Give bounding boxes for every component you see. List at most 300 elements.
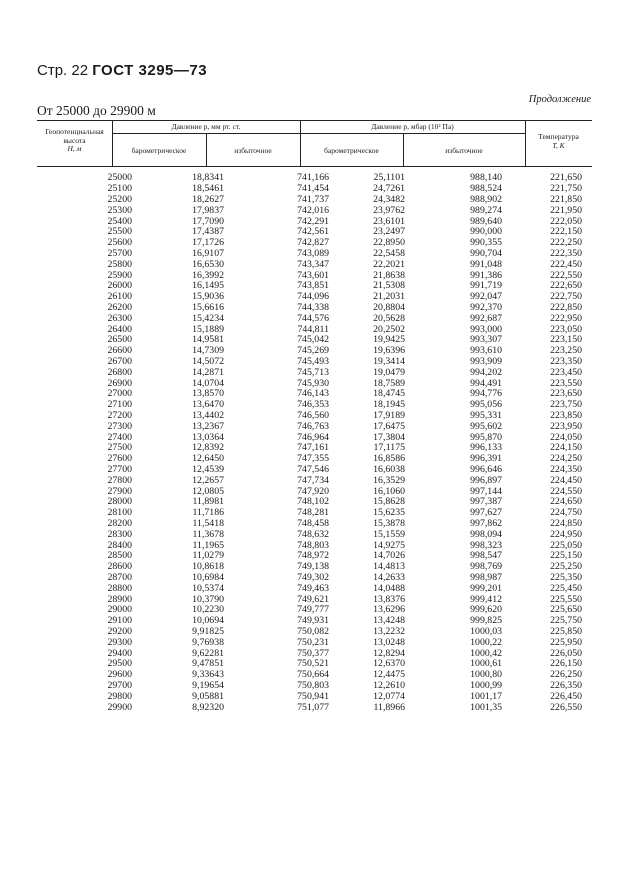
altitude-cell: 29700 <box>107 679 132 691</box>
excess-mbar-cell: 998,323 <box>470 539 502 551</box>
table-row <box>37 260 592 271</box>
temperature-cell: 222,550 <box>550 269 582 281</box>
temperature-cell: 226,550 <box>550 701 582 713</box>
temperature-header: Температура T, К <box>538 132 579 150</box>
barometric-mm-cell: 15,4234 <box>192 312 224 324</box>
barometric-mbar-cell: 14,9275 <box>373 539 405 551</box>
barometric-mbar-cell: 23,2497 <box>373 226 405 237</box>
excess-mbar-cell: 1001,35 <box>470 701 502 713</box>
temperature-cell: 226,150 <box>550 658 582 669</box>
barometric-mm-cell: 17,9837 <box>192 204 224 216</box>
excess-mbar-cell: 1000,03 <box>470 625 502 637</box>
barometric-mbar-cell: 13,2232 <box>373 625 405 637</box>
temperature-cell: 225,550 <box>550 593 582 605</box>
altitude-cell: 29300 <box>107 636 132 648</box>
barometric-mm-cell: 15,1889 <box>192 323 224 335</box>
temperature-cell: 224,550 <box>550 485 582 497</box>
barometric-mm-cell: 18,8341 <box>192 172 224 183</box>
altitude-cell: 25500 <box>107 226 132 237</box>
temperature-cell: 222,250 <box>550 236 582 248</box>
pressure-mm-header: Давление p, мм рт. ст. <box>171 122 241 131</box>
temperature-cell: 222,850 <box>550 301 582 313</box>
temperature-cell: 224,950 <box>550 528 582 540</box>
temperature-cell: 223,650 <box>550 388 582 399</box>
table-row <box>37 368 592 379</box>
excess-mm-cell: 743,601 <box>297 269 329 281</box>
excess-mbar-cell: 995,331 <box>470 409 502 421</box>
altitude-cell: 29000 <box>107 604 132 615</box>
altitude-cell: 28700 <box>107 571 132 583</box>
barometric-mbar-cell: 16,6038 <box>373 463 405 475</box>
altitude-cell: 27700 <box>107 463 132 475</box>
altitude-cell: 27800 <box>107 474 132 486</box>
barometric-mbar-cell: 17,3804 <box>373 431 405 443</box>
standard-number: ГОСТ 3295—73 <box>92 62 208 79</box>
barometric-mm-cell: 14,5072 <box>192 355 224 367</box>
excess-mbar-cell: 993,000 <box>470 323 502 335</box>
excess-mm-cell: 741,166 <box>297 172 329 183</box>
excess-mm-cell: 743,347 <box>297 258 329 270</box>
excess-mbar-cell: 998,094 <box>470 528 502 540</box>
excess-mbar-cell: 1001,17 <box>470 690 502 702</box>
barometric-mbar-cell: 13,4248 <box>373 614 405 626</box>
table-row <box>37 206 592 217</box>
altitude-cell: 26800 <box>107 366 132 378</box>
temperature-cell: 225,850 <box>550 625 582 637</box>
excess-mbar-cell: 999,825 <box>470 614 502 626</box>
barometric-mm-cell: 9,62281 <box>192 647 224 659</box>
excess-mm-cell: 741,454 <box>297 182 329 194</box>
temperature-cell: 225,950 <box>550 636 582 648</box>
altitude-cell: 29600 <box>107 668 132 680</box>
excess-mbar-cell: 999,201 <box>470 582 502 594</box>
barometric-mbar-cell: 23,9762 <box>373 204 405 216</box>
excess-mm-cell: 748,458 <box>297 517 329 529</box>
excess-mbar-cell: 994,202 <box>470 366 502 378</box>
barometric-mbar-cell: 14,7026 <box>373 550 405 561</box>
barometric-mbar-cell: 20,8804 <box>373 301 405 313</box>
barometric-mm-cell: 11,7186 <box>192 506 224 518</box>
altitude-cell: 25300 <box>107 204 132 216</box>
excess-mbar-cell: 997,387 <box>470 496 502 507</box>
excess-mbar-cell: 988,140 <box>470 172 502 183</box>
barometric-mm-cell: 14,2871 <box>192 366 224 378</box>
excess-mbar-cell: 989,274 <box>470 204 502 216</box>
excess-mbar-cell: 992,687 <box>470 312 502 324</box>
barometric-mbar-cell: 19,9425 <box>373 334 405 345</box>
excess-mbar-cell: 991,719 <box>470 280 502 291</box>
barometric-mm-cell: 8,92320 <box>192 701 224 713</box>
barometric-mbar-cell: 21,2031 <box>373 290 405 302</box>
barometric-mm-cell: 9,33643 <box>192 668 224 680</box>
temperature-cell: 224,150 <box>550 442 582 453</box>
barometric-mbar-cell: 21,5308 <box>373 280 405 291</box>
barometric-mbar-cell: 12,4475 <box>373 668 405 680</box>
row-group <box>37 551 592 605</box>
excess-mm-cell: 749,777 <box>297 604 329 615</box>
barometric-mbar-cell: 15,1559 <box>373 528 405 540</box>
barometric-mbar-cell: 19,0479 <box>373 366 405 378</box>
temperature-cell: 224,350 <box>550 463 582 475</box>
barometric-mm-cell: 16,1495 <box>192 280 224 291</box>
barometric-mbar-cell: 16,1060 <box>373 485 405 497</box>
excess-mm-cell: 749,463 <box>297 582 329 594</box>
excess-mbar-cell: 994,776 <box>470 388 502 399</box>
excess-mbar-cell: 998,769 <box>470 560 502 572</box>
barometric-mbar-cell: 20,5628 <box>373 312 405 324</box>
temperature-cell: 223,950 <box>550 420 582 432</box>
barometric-mm-cell: 14,0704 <box>192 377 224 389</box>
excess-mm-cell: 742,827 <box>297 236 329 248</box>
temperature-cell: 221,950 <box>550 204 582 216</box>
temperature-cell: 221,850 <box>550 193 582 205</box>
excess-mbar-cell: 993,909 <box>470 355 502 367</box>
altitude-cell: 25400 <box>107 215 132 227</box>
barometric-mbar-cell: 19,6396 <box>373 344 405 356</box>
temperature-cell: 221,650 <box>550 172 582 183</box>
barometric-mm-cell: 16,6530 <box>192 258 224 270</box>
page-label: Стр. 22 <box>37 62 89 79</box>
barometric-mm-cell: 13,6470 <box>192 398 224 410</box>
temperature-cell: 223,250 <box>550 344 582 356</box>
altitude-cell: 27100 <box>107 398 132 410</box>
altitude-cell: 29800 <box>107 690 132 702</box>
barometric-mbar-cell: 17,9189 <box>373 409 405 421</box>
excess-mm-cell: 750,941 <box>297 690 329 702</box>
barometric-mbar-cell: 15,6235 <box>373 506 405 518</box>
barometric-mbar-cell: 12,6370 <box>373 658 405 669</box>
barometric-mm-cell: 13,0364 <box>192 431 224 443</box>
altitude-cell: 26900 <box>107 377 132 389</box>
excess-mbar-cell: 992,370 <box>470 301 502 313</box>
excess-mm-cell: 746,964 <box>297 431 329 443</box>
table-row <box>37 530 592 541</box>
barometric-mm-cell: 11,5418 <box>192 517 224 529</box>
excess-mm-cell: 741,737 <box>297 193 329 205</box>
barometric-mbar-cell: 13,8376 <box>373 593 405 605</box>
excess-mm-cell: 744,576 <box>297 312 329 324</box>
temperature-cell: 225,150 <box>550 550 582 561</box>
excess-mbar-cell: 995,602 <box>470 420 502 432</box>
barometric-mm-cell: 16,9107 <box>192 247 224 259</box>
barometric-mbar-cell: 16,3529 <box>373 474 405 486</box>
excess-mm-cell: 749,621 <box>297 593 329 605</box>
barometric-mbar-cell: 19,3414 <box>373 355 405 367</box>
altitude-cell: 26000 <box>107 280 132 291</box>
barometric-mbar-cell: 12,0774 <box>373 690 405 702</box>
excess-mbar-cell: 990,704 <box>470 247 502 259</box>
barometric-mm-cell: 15,6616 <box>192 301 224 313</box>
altitude-cell: 28800 <box>107 582 132 594</box>
excess-mm-cell: 746,763 <box>297 420 329 432</box>
temperature-cell: 221,750 <box>550 182 582 194</box>
row-group <box>37 443 592 497</box>
barometric-mbar-cell: 12,2610 <box>373 679 405 691</box>
barometric-mm-cell: 11,3678 <box>192 528 224 540</box>
barometric-mm-header: барометрическое <box>131 146 187 155</box>
excess-mbar-cell: 998,547 <box>470 550 502 561</box>
barometric-mbar-cell: 22,8950 <box>373 236 405 248</box>
altitude-cell: 27500 <box>107 442 132 453</box>
barometric-mbar-cell: 17,1175 <box>373 442 405 453</box>
barometric-mm-cell: 11,8981 <box>192 496 224 507</box>
barometric-mm-cell: 10,6984 <box>192 571 224 583</box>
barometric-mm-cell: 15,9036 <box>192 290 224 302</box>
barometric-mbar-cell: 14,4813 <box>373 560 405 572</box>
barometric-mbar-cell: 22,5458 <box>373 247 405 259</box>
excess-mbar-cell: 991,048 <box>470 258 502 270</box>
temperature-cell: 225,650 <box>550 604 582 615</box>
altitude-cell: 26300 <box>107 312 132 324</box>
excess-mm-cell: 748,972 <box>297 550 329 561</box>
excess-mbar-header: избыточное <box>445 146 483 155</box>
barometric-mm-cell: 12,4539 <box>192 463 224 475</box>
temperature-cell: 226,050 <box>550 647 582 659</box>
altitude-cell: 29200 <box>107 625 132 637</box>
excess-mm-cell: 745,042 <box>297 334 329 345</box>
barometric-mm-cell: 9,76938 <box>192 636 224 648</box>
excess-mm-cell: 748,803 <box>297 539 329 551</box>
excess-mbar-cell: 996,646 <box>470 463 502 475</box>
row-group <box>37 335 592 389</box>
temperature-cell: 225,450 <box>550 582 582 594</box>
altitude-header: Геопотенциальная высота H, м <box>45 127 104 153</box>
temperature-cell: 223,350 <box>550 355 582 367</box>
barometric-mm-cell: 12,0805 <box>192 485 224 497</box>
excess-mm-cell: 750,521 <box>297 658 329 669</box>
barometric-mm-cell: 18,5461 <box>192 182 224 194</box>
altitude-cell: 29100 <box>107 614 132 626</box>
row-group <box>37 605 592 659</box>
barometric-mm-cell: 9,19654 <box>192 679 224 691</box>
barometric-mbar-cell: 11,8966 <box>373 701 405 713</box>
continuation-note: Продолжение <box>528 94 591 105</box>
excess-mm-cell: 744,811 <box>297 323 329 335</box>
temperature-cell: 224,450 <box>550 474 582 486</box>
excess-mm-cell: 743,851 <box>297 280 329 291</box>
excess-mm-cell: 745,930 <box>297 377 329 389</box>
barometric-mbar-cell: 21,8638 <box>373 269 405 281</box>
altitude-cell: 26700 <box>107 355 132 367</box>
excess-mm-cell: 749,302 <box>297 571 329 583</box>
temperature-cell: 223,850 <box>550 409 582 421</box>
barometric-mm-cell: 14,7309 <box>192 344 224 356</box>
table-header-bottom-rule <box>37 166 592 167</box>
excess-mbar-cell: 991,386 <box>470 269 502 281</box>
altitude-cell: 29900 <box>107 701 132 713</box>
excess-mbar-cell: 999,412 <box>470 593 502 605</box>
pressure-mbar-header: Давление p, мбар (10² Па) <box>371 122 454 131</box>
excess-mm-cell: 749,138 <box>297 560 329 572</box>
altitude-cell: 25900 <box>107 269 132 281</box>
temperature-cell: 224,050 <box>550 431 582 443</box>
excess-mbar-cell: 996,391 <box>470 452 502 464</box>
altitude-cell: 27900 <box>107 485 132 497</box>
barometric-mm-cell: 10,2230 <box>192 604 224 615</box>
excess-mm-cell: 745,713 <box>297 366 329 378</box>
table-row <box>37 638 592 649</box>
altitude-cell: 26200 <box>107 301 132 313</box>
temperature-cell: 224,250 <box>550 452 582 464</box>
excess-mm-cell: 746,560 <box>297 409 329 421</box>
altitude-cell: 29400 <box>107 647 132 659</box>
barometric-mbar-cell: 15,3878 <box>373 517 405 529</box>
excess-mbar-cell: 994,491 <box>470 377 502 389</box>
altitude-cell: 25600 <box>107 236 132 248</box>
excess-mbar-cell: 1000,61 <box>470 658 502 669</box>
barometric-mbar-cell: 24,7261 <box>373 182 405 194</box>
excess-mm-cell: 747,161 <box>297 442 329 453</box>
temperature-cell: 222,150 <box>550 226 582 237</box>
barometric-mbar-cell: 14,0488 <box>373 582 405 594</box>
barometric-mm-cell: 12,8392 <box>192 442 224 453</box>
altitude-cell: 28600 <box>107 560 132 572</box>
excess-mm-header: избыточное <box>234 146 272 155</box>
excess-mm-cell: 742,291 <box>297 215 329 227</box>
row-group <box>37 227 592 281</box>
temperature-cell: 223,150 <box>550 334 582 345</box>
barometric-mbar-cell: 25,1101 <box>373 172 405 183</box>
barometric-mbar-header: барометрическое <box>324 146 379 155</box>
barometric-mbar-cell: 23,6101 <box>373 215 405 227</box>
temperature-cell: 224,650 <box>550 496 582 507</box>
altitude-cell: 27600 <box>107 452 132 464</box>
excess-mbar-cell: 988,524 <box>470 182 502 194</box>
barometric-mbar-cell: 13,6296 <box>373 604 405 615</box>
excess-mm-cell: 747,734 <box>297 474 329 486</box>
barometric-mm-cell: 17,7090 <box>192 215 224 227</box>
barometric-mm-cell: 13,2367 <box>192 420 224 432</box>
excess-mbar-cell: 997,862 <box>470 517 502 529</box>
barometric-mm-cell: 10,5374 <box>192 582 224 594</box>
excess-mm-cell: 748,281 <box>297 506 329 518</box>
excess-mbar-cell: 993,307 <box>470 334 502 345</box>
excess-mbar-cell: 999,620 <box>470 604 502 615</box>
temperature-cell: 226,450 <box>550 690 582 702</box>
altitude-cell: 29500 <box>107 658 132 669</box>
barometric-mm-cell: 14,9581 <box>192 334 224 345</box>
altitude-cell: 27400 <box>107 431 132 443</box>
barometric-mm-cell: 10,8618 <box>192 560 224 572</box>
altitude-cell: 28400 <box>107 539 132 551</box>
excess-mm-cell: 749,931 <box>297 614 329 626</box>
altitude-cell: 26100 <box>107 290 132 302</box>
altitude-cell: 27200 <box>107 409 132 421</box>
temperature-cell: 222,450 <box>550 258 582 270</box>
excess-mm-cell: 742,016 <box>297 204 329 216</box>
barometric-mm-cell: 9,47851 <box>192 658 224 669</box>
barometric-mm-cell: 12,6450 <box>192 452 224 464</box>
excess-mbar-cell: 997,627 <box>470 506 502 518</box>
temperature-cell: 223,550 <box>550 377 582 389</box>
barometric-mbar-cell: 18,7589 <box>373 377 405 389</box>
barometric-mbar-cell: 15,8628 <box>373 496 405 507</box>
excess-mbar-cell: 995,870 <box>470 431 502 443</box>
altitude-cell: 26500 <box>107 334 132 345</box>
excess-mbar-cell: 995,056 <box>470 398 502 410</box>
temperature-cell: 224,750 <box>550 506 582 518</box>
excess-mm-cell: 746,143 <box>297 388 329 399</box>
altitude-cell: 25100 <box>107 182 132 194</box>
temperature-cell: 222,650 <box>550 280 582 291</box>
excess-mbar-cell: 988,902 <box>470 193 502 205</box>
barometric-mbar-cell: 14,2633 <box>373 571 405 583</box>
excess-mm-cell: 750,803 <box>297 679 329 691</box>
temperature-cell: 223,050 <box>550 323 582 335</box>
barometric-mm-cell: 10,0694 <box>192 614 224 626</box>
excess-mm-cell: 750,231 <box>297 636 329 648</box>
excess-mm-cell: 744,338 <box>297 301 329 313</box>
temperature-cell: 223,450 <box>550 366 582 378</box>
barometric-mm-cell: 18,2627 <box>192 193 224 205</box>
table-row <box>37 476 592 487</box>
temperature-cell: 223,750 <box>550 398 582 410</box>
excess-mbar-cell: 997,144 <box>470 485 502 497</box>
page-header <box>37 62 207 79</box>
altitude-cell: 25700 <box>107 247 132 259</box>
barometric-mm-cell: 9,91825 <box>192 625 224 637</box>
table-row <box>37 314 592 325</box>
temperature-cell: 225,250 <box>550 560 582 572</box>
altitude-cell: 26400 <box>107 323 132 335</box>
excess-mbar-cell: 996,897 <box>470 474 502 486</box>
barometric-mbar-cell: 20,2502 <box>373 323 405 335</box>
excess-mm-cell: 743,089 <box>297 247 329 259</box>
barometric-mm-cell: 17,4387 <box>192 226 224 237</box>
excess-mm-cell: 745,269 <box>297 344 329 356</box>
excess-mbar-cell: 992,047 <box>470 290 502 302</box>
barometric-mm-cell: 11,0279 <box>192 550 224 561</box>
altitude-cell: 25200 <box>107 193 132 205</box>
altitude-cell: 25800 <box>107 258 132 270</box>
excess-mm-cell: 744,096 <box>297 290 329 302</box>
barometric-mm-cell: 13,8570 <box>192 388 224 399</box>
table-row <box>37 584 592 595</box>
temperature-cell: 226,250 <box>550 668 582 680</box>
excess-mm-cell: 747,355 <box>297 452 329 464</box>
temperature-cell: 224,850 <box>550 517 582 529</box>
barometric-mm-cell: 13,4402 <box>192 409 224 421</box>
excess-mm-cell: 750,664 <box>297 668 329 680</box>
excess-mbar-cell: 990,355 <box>470 236 502 248</box>
altitude-cell: 27000 <box>107 388 132 399</box>
row-group <box>37 173 592 227</box>
barometric-mbar-cell: 17,6475 <box>373 420 405 432</box>
table-row <box>37 422 592 433</box>
temperature-cell: 222,350 <box>550 247 582 259</box>
barometric-mbar-cell: 18,4745 <box>373 388 405 399</box>
temperature-cell: 226,350 <box>550 679 582 691</box>
altitude-cell: 28000 <box>107 496 132 507</box>
table-row <box>37 692 592 703</box>
barometric-mbar-cell: 12,8294 <box>373 647 405 659</box>
barometric-mm-cell: 16,3992 <box>192 269 224 281</box>
row-group <box>37 497 592 551</box>
barometric-mm-cell: 11,1965 <box>192 539 224 551</box>
barometric-mbar-cell: 18,1945 <box>373 398 405 410</box>
excess-mbar-cell: 1000,42 <box>470 647 502 659</box>
barometric-mbar-cell: 24,3482 <box>373 193 405 205</box>
excess-mbar-cell: 990,000 <box>470 226 502 237</box>
excess-mbar-cell: 1000,80 <box>470 668 502 680</box>
excess-mm-cell: 747,546 <box>297 463 329 475</box>
excess-mbar-cell: 993,610 <box>470 344 502 356</box>
subheader-rule <box>112 133 525 134</box>
barometric-mbar-cell: 13,0248 <box>373 636 405 648</box>
excess-mm-cell: 750,082 <box>297 625 329 637</box>
temperature-cell: 222,750 <box>550 290 582 302</box>
barometric-mm-cell: 10,3790 <box>192 593 224 605</box>
